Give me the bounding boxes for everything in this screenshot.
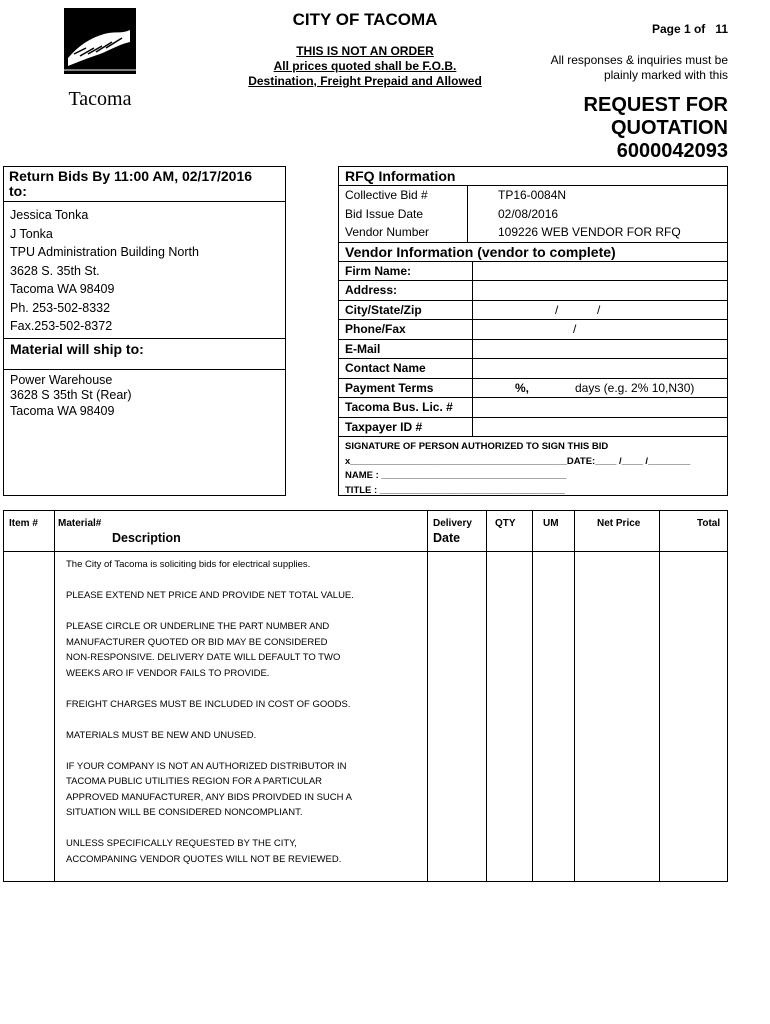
col-delivery: Delivery	[433, 518, 472, 529]
rfq-info-row: Bid Issue Date 02/08/2016	[339, 205, 727, 224]
phone-fax-field[interactable]: Phone/Fax /	[339, 320, 727, 340]
payment-terms-field[interactable]: Payment Terms %, days (e.g. 2% 10,N30)	[339, 379, 727, 399]
taxpayer-id-field[interactable]: Taxpayer ID #	[339, 418, 727, 438]
contact-block: Jessica Tonka J Tonka TPU Administration Building North 3628 S. 35th St. Tacoma WA 98409 Ph. 253-502-8332 Fax.253-502-8372	[10, 208, 199, 333]
city-of-tacoma-logo	[64, 8, 136, 114]
business-license-field[interactable]: Tacoma Bus. Lic. #	[339, 398, 727, 418]
note: PLEASE EXTEND NET PRICE AND PROVIDE NET TOTAL VALUE.	[66, 590, 354, 601]
col-item: Item #	[9, 518, 38, 529]
ship-to-heading: Material will ship to:	[10, 340, 144, 357]
items-table	[3, 510, 728, 882]
rfq-info-row: Vendor Number 109226 WEB VENDOR FOR RFQ	[339, 223, 727, 243]
email-field[interactable]: E-Mail	[339, 340, 727, 360]
tacoma-logo-icon	[64, 8, 136, 114]
col-material: Material#	[58, 518, 102, 529]
note: IF YOUR COMPANY IS NOT AN AUTHORIZED DISTRIBUTOR IN TACOMA PUBLIC UTILITIES REGION FOR A PARTICULAR APPROVED MANUFACTURER, ANY BIDS PROIVDED IN SUCH A SITUATION WILL BE CONSIDERED NONCOMPLIANT.	[66, 760, 352, 818]
item-description	[66, 557, 416, 883]
responses-note: All responses & inquiries must be plainly marked with this	[550, 53, 728, 82]
ship-to-address: Power Warehouse 3628 S 35th St (Rear) Tacoma WA 98409	[10, 372, 132, 418]
col-qty: QTY	[495, 518, 516, 529]
city-state-zip-field[interactable]: City/State/Zip / /	[339, 301, 727, 321]
col-net-price: Net Price	[597, 518, 641, 529]
note: UNLESS SPECIFICALLY REQUESTED BY THE CITY, ACCOMPANING VENDOR QUOTES WILL NOT BE REVIEWED.	[66, 838, 342, 865]
rfq-vendor-box	[338, 166, 728, 496]
contact-name-field[interactable]: Contact Name	[339, 359, 727, 379]
col-total: Total	[697, 518, 721, 529]
return-bids-box	[3, 166, 286, 496]
signature-block[interactable]: SIGNATURE OF PERSON AUTHORIZED TO SIGN THIS BID x_________________________________________DATE:____ /____ /________ NAME : ___________________________________ TITLE : ___________________________________	[345, 441, 691, 496]
order-notice: THIS IS NOT AN ORDER All prices quoted shall be F.O.B. Destination, Freight Prepaid and Allowed	[248, 44, 482, 88]
note: MATERIALS MUST BE NEW AND UNUSED.	[66, 729, 257, 741]
city-title: CITY OF TACOMA	[292, 10, 438, 29]
firm-name-field[interactable]: Firm Name:	[339, 262, 727, 282]
col-description: Description	[112, 531, 181, 545]
vendor-info-heading: Vendor Information (vendor to complete)	[339, 243, 727, 262]
note: The City of Tacoma is soliciting bids for electrical supplies.	[66, 559, 311, 570]
col-um: UM	[543, 518, 559, 529]
col-date: Date	[433, 531, 461, 545]
note: FREIGHT CHARGES MUST BE INCLUDED IN COST OF GOODS.	[66, 698, 351, 710]
svg-text:Tacoma: Tacoma	[68, 88, 132, 110]
rfq-title: REQUEST FOR QUOTATION 6000042093	[583, 94, 728, 162]
rfq-info-heading: RFQ Information	[339, 167, 727, 186]
address-field[interactable]: Address:	[339, 281, 727, 301]
return-bids-heading: Return Bids By 11:00 AM, 02/17/2016 to:	[9, 168, 253, 199]
rfq-info-row: Collective Bid # TP16-0084N	[339, 186, 727, 205]
note: PLEASE CIRCLE OR UNDERLINE THE PART NUMBER AND MANUFACTURER QUOTED OR BID MAY BE CONSIDERED NON-RESPONSIVE. DELIVERY DATE WILL DEFAULT TO TWO WEEKS ARO IF VENDOR FAILS TO PROVIDE.	[66, 621, 341, 679]
page-number: Page 1 of 11	[651, 22, 728, 36]
